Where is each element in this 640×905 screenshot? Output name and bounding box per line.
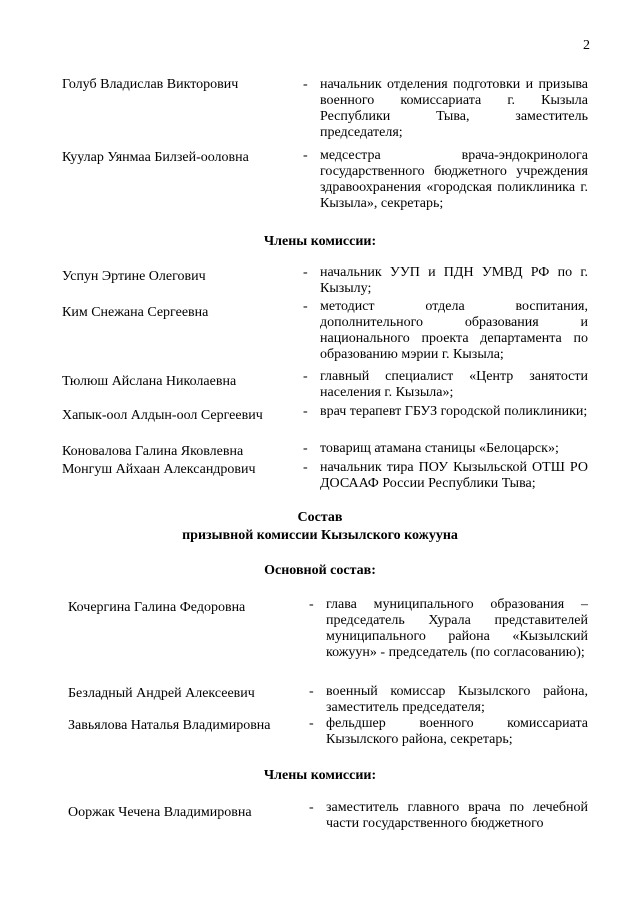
person-role: глава муниципального образования – председатель Хурала представителей муниципального района «Кызылский кожуун» - председатель (по согласованию); bbox=[326, 597, 588, 660]
person-role: начальник отделения подготовки и призыва военного комиссариата г. Кызыла Республики Тыва, заместитель председателя; bbox=[320, 77, 588, 140]
section-title: Состав bbox=[297, 510, 343, 525]
person-role: начальник тира ПОУ Кызыльской ОТШ РО ДОСААФ России Республики Тыва; bbox=[320, 460, 588, 491]
entry-dash: - bbox=[303, 77, 308, 92]
entry-dash: - bbox=[303, 265, 308, 280]
members-heading: Члены комиссии: bbox=[263, 234, 377, 249]
person-role: товарищ атамана станицы «Белоцарск»; bbox=[320, 441, 559, 456]
members-heading: Члены комиссии: bbox=[263, 768, 377, 783]
person-name: Куулар Уянмаа Билзей-ооловна bbox=[62, 150, 249, 165]
person-name: Тюлюш Айслана Николаевна bbox=[62, 374, 237, 389]
person-role: военный комиссар Кызылского района, заместитель председателя; bbox=[326, 684, 588, 715]
entry-dash: - bbox=[309, 800, 314, 815]
entry-dash: - bbox=[309, 597, 314, 612]
entry-dash: - bbox=[303, 148, 308, 163]
person-name: Ооржак Чечена Владимировна bbox=[68, 805, 252, 820]
person-name: Успун Эртине Олегович bbox=[62, 269, 206, 284]
person-name: Безладный Андрей Алексеевич bbox=[68, 686, 255, 701]
entry-dash: - bbox=[309, 716, 314, 731]
person-role: начальник УУП и ПДН УМВД РФ по г. Кызылу; bbox=[320, 265, 588, 296]
entry-dash: - bbox=[309, 684, 314, 699]
person-role: главный специалист «Центр занятости населения г. Кызыла»; bbox=[320, 369, 588, 400]
main-composition-heading: Основной состав: bbox=[264, 563, 376, 578]
person-name: Монгуш Айхаан Александрович bbox=[62, 462, 256, 477]
person-name: Хапык-оол Алдын-оол Сергеевич bbox=[62, 408, 263, 423]
person-role: медсестра врача-эндокринолога государственного бюджетного учреждения здравоохранения «городская поликлиника г. Кызыла», секретарь; bbox=[320, 148, 588, 211]
person-name: Кочергина Галина Федоровна bbox=[68, 600, 246, 615]
entry-dash: - bbox=[303, 369, 308, 384]
section-subtitle: призывной комиссии Кызылского кожууна bbox=[182, 528, 458, 543]
person-name: Завьялова Наталья Владимировна bbox=[68, 718, 271, 733]
entry-dash: - bbox=[303, 299, 308, 314]
person-role: заместитель главного врача по лечебной части государственного бюджетного bbox=[326, 800, 588, 831]
person-name: Коновалова Галина Яковлевна bbox=[62, 444, 244, 459]
person-role: врач терапевт ГБУЗ городской поликлиники; bbox=[320, 404, 588, 419]
person-name: Голуб Владислав Викторович bbox=[62, 77, 239, 92]
entry-dash: - bbox=[303, 404, 308, 419]
page-number: 2 bbox=[583, 38, 590, 53]
person-role: фельдшер военного комиссариата Кызылского района, секретарь; bbox=[326, 716, 588, 747]
person-role: методист отдела воспитания, дополнительного образования и национального проекта департамента по образованию мэрии г. Кызыла; bbox=[320, 299, 588, 362]
entry-dash: - bbox=[303, 441, 308, 456]
entry-dash: - bbox=[303, 460, 308, 475]
person-name: Ким Снежана Сергеевна bbox=[62, 305, 209, 320]
